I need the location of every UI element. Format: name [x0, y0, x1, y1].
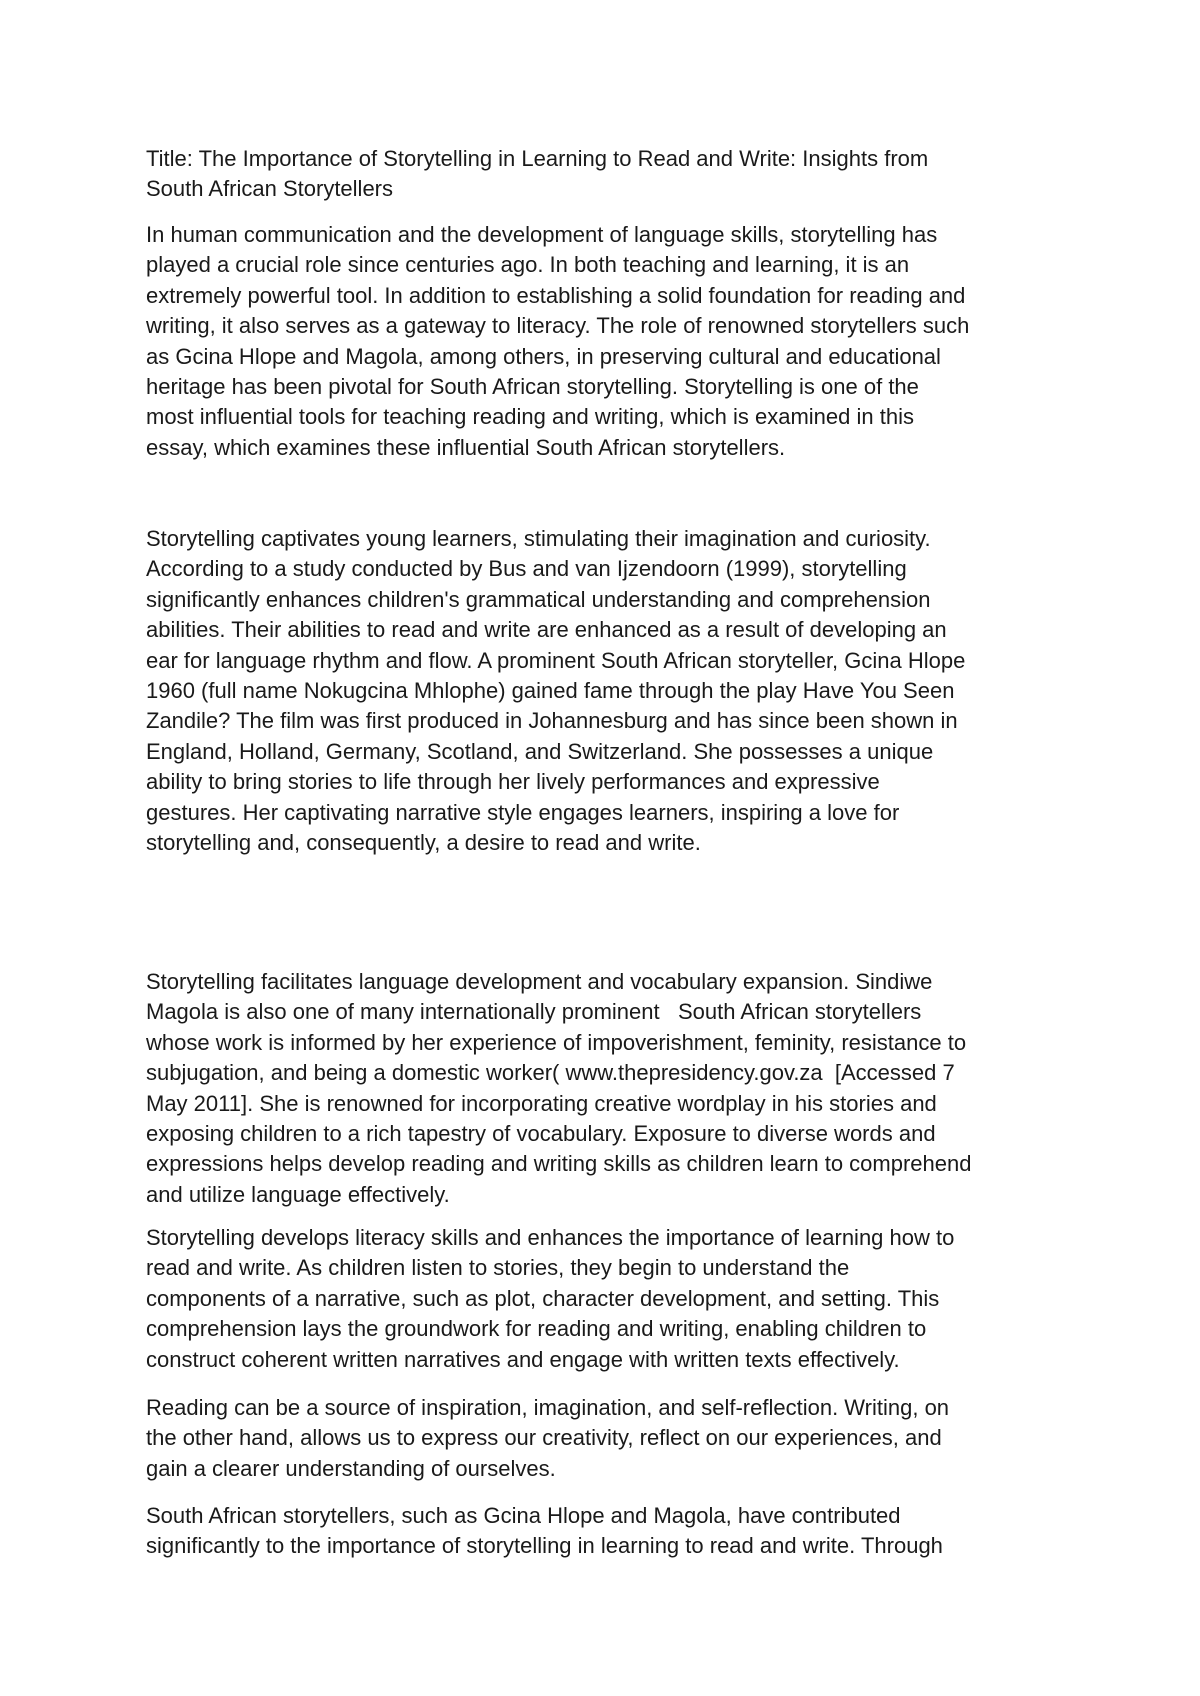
text-line: May 2011]. She is renowned for incorporating creative wordplay in his stories and [146, 1090, 937, 1116]
text-line: and utilize language effectively. [146, 1181, 450, 1207]
text-line: read and write. As children listen to stories, they begin to understand the [146, 1255, 850, 1281]
text-line: comprehension lays the groundwork for reading and writing, enabling children to [146, 1316, 927, 1342]
text-line: England, Holland, Germany, Scotland, and Switzerland. She possesses a unique [146, 738, 934, 764]
text-line: Reading can be a source of inspiration, imagination, and self-reflection. Writing, on [146, 1395, 950, 1420]
text-line: Storytelling develops literacy skills and enhances the importance of learning how to [146, 1225, 955, 1250]
text-line: expressions helps develop reading and writing skills as children learn to comprehend [146, 1151, 972, 1177]
text-line: heritage has been pivotal for South African storytelling. Storytelling is one of the [146, 374, 919, 400]
text-line: ability to bring stories to life through her lively performances and expressive [146, 769, 880, 795]
text-line: significantly to the importance of storytelling in learning to read and write. Through [146, 1533, 943, 1559]
paragraph-reading-writing [146, 1393, 1066, 1484]
paragraph-intro [146, 220, 1066, 463]
text-line: Storytelling captivates young learners, stimulating their imagination and curiosity. [146, 526, 931, 551]
paragraph-gcina-hlope [146, 524, 1066, 858]
text-line: According to a study conducted by Bus and van Ijzendoorn (1999), storytelling [146, 556, 907, 582]
text-line: gain a clearer understanding of ourselves. [146, 1455, 556, 1481]
text-line: exposing children to a rich tapestry of vocabulary. Exposure to diverse words and [146, 1121, 936, 1147]
title-line: Title: The Importance of Storytelling in Learning to Read and Write: Insights from [146, 146, 929, 171]
text-line: In human communication and the development of language skills, storytelling has [146, 222, 938, 247]
text-line: extremely powerful tool. In addition to establishing a solid foundation for reading and [146, 282, 966, 308]
text-line: most influential tools for teaching reading and writing, which is examined in this [146, 404, 914, 430]
text-line: Storytelling facilitates language development and vocabulary expansion. Sindiwe [146, 969, 933, 994]
paragraph-literacy-skills [146, 1223, 1066, 1375]
text-line: as Gcina Hlope and Magola, among others, in preserving cultural and educational [146, 343, 941, 369]
text-line: South African storytellers, such as Gcina Hlope and Magola, have contributed [146, 1503, 901, 1528]
text-line: Magola is also one of many internationally prominent South African storytellers [146, 999, 922, 1025]
text-line: construct coherent written narratives and engage with written texts effectively. [146, 1346, 900, 1372]
text-line: abilities. Their abilities to read and write are enhanced as a result of developing an [146, 617, 947, 643]
text-line: ear for language rhythm and flow. A prominent South African storyteller, Gcina Hlope [146, 647, 966, 673]
text-line: essay, which examines these influential South African storytellers. [146, 434, 786, 460]
text-line: components of a narrative, such as plot, character development, and setting. This [146, 1285, 940, 1311]
text-line: subjugation, and being a domestic worker( www.thepresidency.gov.za [Accessed 7 [146, 1060, 955, 1086]
text-line: storytelling and, consequently, a desire to read and write. [146, 830, 701, 856]
document-title [146, 144, 1066, 205]
text-line: 1960 (full name Nokugcina Mhlophe) gained fame through the play Have You Seen [146, 678, 955, 704]
paragraph-conclusion [146, 1501, 1066, 1562]
text-line: Zandile? The film was first produced in Johannesburg and has since been shown in [146, 708, 958, 734]
title-line: South African Storytellers [146, 176, 394, 202]
text-line: the other hand, allows us to express our creativity, reflect on our experiences, and [146, 1425, 942, 1451]
paragraph-magola [146, 967, 1066, 1210]
text-line: played a crucial role since centuries ago. In both teaching and learning, it is an [146, 252, 910, 278]
text-line: whose work is informed by her experience of impoverishment, feminity, resistance to [146, 1029, 967, 1055]
text-line: significantly enhances children's grammatical understanding and comprehension [146, 586, 931, 612]
text-line: writing, it also serves as a gateway to literacy. The role of renowned storytellers such [146, 313, 970, 339]
text-line: gestures. Her captivating narrative style engages learners, inspiring a love for [146, 799, 900, 825]
